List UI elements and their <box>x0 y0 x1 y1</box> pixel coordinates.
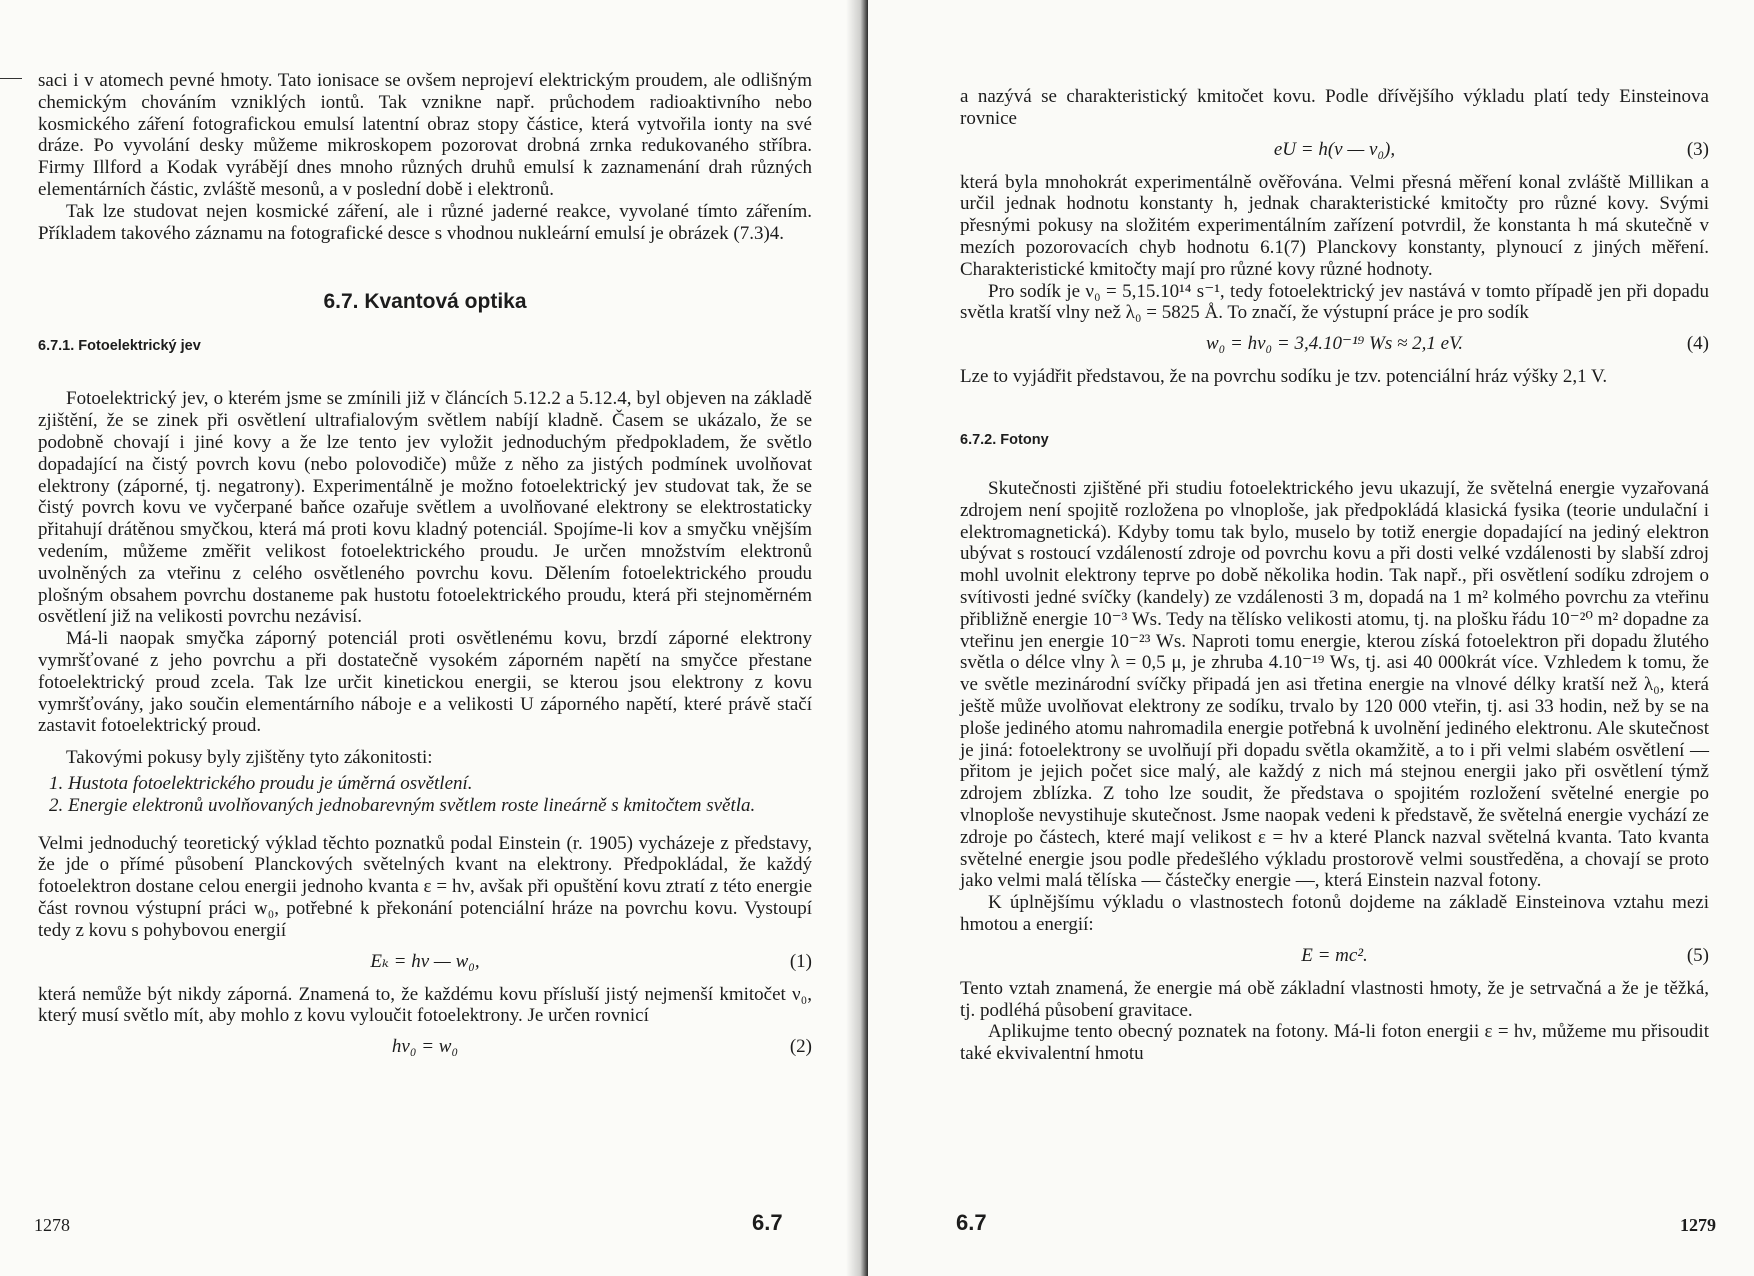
equation-number: (5) <box>1686 944 1709 966</box>
page-number: 1278 <box>34 1215 70 1235</box>
paragraph: Má-li naopak smyčka záporný potenciál proti osvětlenému kovu, brzdí záporné elektrony vymršťované z jeho povrchu a při dostatečně vysokém záporném napětí na smyčce přestane fotoelektrický proud zcela. Tak lze určit kinetickou energii, se kterou jsou elektrony z kovu vymršťovány, jako součin elementárního náboje e a velikosti U záporného napětí, které právě stačí zastavit fotoelektrický proud. <box>38 628 812 737</box>
page-number: 1279 <box>1680 1215 1716 1235</box>
section-title: 6.7. Kvantová optika <box>323 290 527 314</box>
right-page <box>868 0 1754 1276</box>
paragraph: Fotoelektrický jev, o kterém jsme se zmínili již v článcích 5.12.2 a 5.12.4, byl objeven na základě zjištění, že se zinek při osvětlení ultrafialovým světlem nabíjí kladně. Časem se ukázalo, že se podobně chovají i jiné kovy a že lze tento jev vyložit jednoduchým předpokladem, že světlo dopadající na čistý povrch kovu (nebo polovodiče) může z něho za jistých podmínek uvolňovat elektrony (záporné, tj. negatrony). Experimentálně je možno fotoelektrický jev studovat tak, že se čistý povrch kovu ve vyčerpané baňce ozařuje světlem a uvolňované elektrony se elektrostaticky přitahují drátěnou smyčkou, která má proti kovu kladný potenciál. Spojíme-li kov a smyčku vnějším vedením, můžeme změřit velikost fotoelektrického proudu. Je určen množstvím elektronů uvolněných za vteřinu z celého osvětleného povrchu kovu. Dělením fotoelektrického proudu plošným obsahem povrchu dostaneme pak hustotu fotoelektrického proudu, která při stejnoměrném osvětlení již na velikosti povrchu nezávisí. <box>38 388 812 628</box>
equation-2 <box>38 1035 812 1059</box>
paragraph: Tak lze studovat nejen kosmické záření, ale i různé jaderné reakce, vyvolané tímto zářením. Příkladem takového záznamu na fotografické desce s vhodnou nukleární emulsí je obrázek (7.3)4. <box>38 200 812 244</box>
paragraph: Skutečnosti zjištěné při studiu fotoelektrického jevu ukazují, že světelná energie vyzařovaná zdrojem není spojitě rozložena po vlnoploše, jak předpokládá klasická fysika (teorie undulační i elektromagnetická). Kdyby tomu tak bylo, muselo by totiž energie dopadající na jediný elektron ubývat s rostoucí vzdáleností zdroje od povrchu kovu a při dosti velké vzdálenosti by slabší zdroj mohl uvolnit elektrony teprve po době několika hodin. Tak např., při osvětlení sodíku zdrojem o svítivosti jedné svíčky (kandely) ze vzdálenosti 3 m, dopadá na 1 m² kolmého povrchu za vteřinu přibližně energie 10⁻³ Ws. Tedy na tělísko velikosti atomu, tj. na plošku řádu 10⁻²⁰ m² dopadne za vteřinu jen energie 10⁻²³ Ws. Naproti tomu energie, kterou získá fotoelektron při dopadu žlutého světla o délce vlny λ = 0,5 μ, je zhruba 4.10⁻¹⁹ Ws, tj. asi 40 000krát více. Vzhledem k tomu, že ve světle mezinárodní svíčky připadá jen asi třetina energie na vlnové délky kratší než λ₀, která ještě může uvolňovat elektrony ze sodíku, trvalo by 120 000 vteřin, tj. asi 33 hodin, než by se na ploše jediného atomu nahromadila energie potřebná k uvolnění jediného elektronu. Ale skutečnost je jiná: fotoelektrony se uvolňují při dopadu světla okamžitě, a to i při velmi slabém osvětlení — přitom je jejich počet sice malý, ale každý z nich má stejnou energii jako při osvětlení týmž zdrojem zblízka. Z toho lze soudit, že představa o spojitém rozložení světelné energie po vlnoploše nevystihuje skutečnost. Jsme naopak vedeni k představě, že světelná energie vychází ze zdroje po částech, které mají velikost ε = hν a které Planck nazval světelná kvanta. Tato kvanta světelné energie jsou podle předešlého výkladu prostorově velmi soustředěna, a chovají se proto jako velmi malá tělíska — částečky energie —, která Einstein nazval fotony. <box>960 477 1709 892</box>
equation-5 <box>960 944 1709 968</box>
equation-number: (4) <box>1686 333 1709 355</box>
equation-number: (3) <box>1686 138 1709 160</box>
equation-text: hν₀ = w₀ <box>391 1036 459 1058</box>
equation-1 <box>38 950 812 974</box>
list-item: 2. Energie elektronů uvolňovaných jednobarevným světlem roste lineárně s kmitočtem světla. <box>68 795 812 817</box>
equation-3 <box>960 138 1709 162</box>
paragraph: Tento vztah znamená, že energie má obě základní vlastnosti hmoty, že je setrvačná a že je těžká, tj. podléhá působení gravitace. <box>960 977 1709 1021</box>
left-page <box>0 0 868 1276</box>
paragraph: Aplikujme tento obecný poznatek na fotony. Má-li foton energii ε = hν, můžeme mu přisoudit také ekvivalentní hmotu <box>960 1021 1709 1065</box>
equation-4 <box>960 332 1709 356</box>
paragraph: saci i v atomech pevné hmoty. Tato ionisace se ovšem neprojeví elektrickým proudem, ale odlišným chemickým chováním vzniklých iontů. Tak vznikne např. průchodem radioaktivního nebo kosmického záření fotografickou emulsí latentní obraz stopy částice, která vytvořila ionty na své dráze. Po vyvolání desky můžeme mikroskopem pozorovat drobná zrnka redukovaného stříbra. Firmy Illford a Kodak vyrábějí dnes mnoho různých druhů emulsí k zaznamenání drah různých elementárních částic, zvláště mesonů, a v poslední době i elektronů. <box>38 70 812 200</box>
paragraph: Pro sodík je ν₀ = 5,15.10¹⁴ s⁻¹, tedy fotoelektrický jev nastává v tomto případě jen při dopadu světla kratší vlny než λ₀ = 5825 Å. To značí, že výstupní práce je pro sodík <box>960 280 1709 324</box>
paragraph: K úplnějšímu výkladu o vlastnostech fotonů dojdeme na základě Einsteinova vztahu mezi hmotou a energií: <box>960 892 1709 935</box>
equation-text: eU = h(ν — ν₀), <box>1273 138 1396 160</box>
law-list <box>38 773 812 817</box>
equation-text: Eₖ = hν — w₀, <box>370 950 480 972</box>
equation-number: (2) <box>789 1036 812 1058</box>
paragraph: která nemůže být nikdy záporná. Znamená to, že každému kovu přísluší jistý nejmenší kmitočet ν₀, který musí světlo mít, aby mohlo z kovu vyloučit fotoelektrony. Je určen rovnicí <box>38 983 812 1027</box>
section-marker: 6.7 <box>752 1210 783 1235</box>
paragraph: Velmi jednoduchý teoretický výklad těchto poznatků podal Einstein (r. 1905) vycházeje z představy, že jde o přímé působení Planckových světelných kvant na elektrony. Předpokládal, že každý fotoelektron dostane celou energii jednoho kvanta ε = hν, avšak při opuštění kovu ztratí z této energie část rovnou výstupní práci w₀, potřebné k překonání potenciální hráze na povrchu kovu. Vystoupí tedy z kovu s pohybovou energií <box>38 832 812 941</box>
margin-mark <box>0 78 22 79</box>
subsection-title: 6.7.1. Fotoelektrický jev <box>38 338 201 355</box>
paragraph: Takovými pokusy byly zjištěny tyto zákonitosti: <box>66 747 433 769</box>
subsection-title: 6.7.2. Fotony <box>960 431 1049 448</box>
paragraph: Lze to vyjádřit představou, že na povrchu sodíku je tzv. potenciální hráz výšky 2,1 V. <box>960 366 1608 388</box>
list-item: 1. Hustota fotoelektrického proudu je úměrná osvětlení. <box>68 773 812 795</box>
equation-text: E = mc². <box>1301 944 1368 966</box>
equation-number: (1) <box>789 950 812 972</box>
paragraph: a nazývá se charakteristický kmitočet kovu. Podle dřívějšího výkladu platí tedy Einsteinova rovnice <box>960 86 1709 129</box>
section-marker: 6.7 <box>956 1210 987 1235</box>
equation-text: w₀ = hν₀ = 3,4.10⁻¹⁹ Ws ≈ 2,1 eV. <box>1205 333 1464 355</box>
paragraph: která byla mnohokrát experimentálně ověřována. Velmi přesná měření konal zvláště Millikan a určil jednak hodnotu konstanty h, jednak charakteristické kmitočty pro různé kovy. Svými přesnými pokusy na složitém experimentálním zařízení potvrdil, že konstanta h má skutečně v mezích pozorovacích chyb hodnotu 6.1(7) Planckovy konstanty, plynoucí z jiných měření. Charakteristické kmitočty mají pro různé kovy různé hodnoty. <box>960 171 1709 280</box>
